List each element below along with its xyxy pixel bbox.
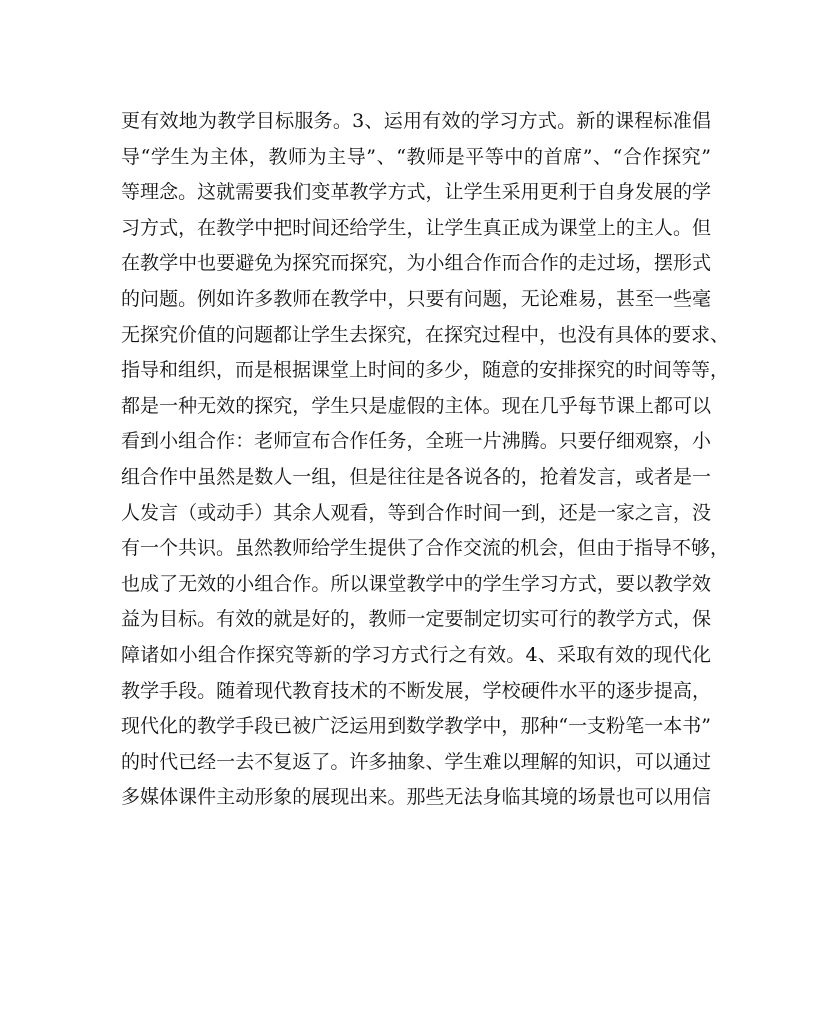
text-line-19: 的时代已经一去不复返了。许多抽象、学生难以理解的知识，可以通过 [121, 750, 711, 773]
text-line-8: 指导和组织，而是根据课堂上时间的多少，随意的安排探究的时间等等， [121, 359, 730, 382]
text-line-17: 教学手段。随着现代教育技术的不断发展，学校硬件水平的逐步提高， [121, 679, 711, 702]
text-line-1: 更有效地为教学目标服务。3、运用有效的学习方式。新的课程标准倡 [121, 110, 711, 132]
text-line-15: 益为目标。有效的就是好的，教师一定要制定切实可行的教学方式，保 [121, 608, 711, 631]
text-line-20: 多媒体课件主动形象的展现出来。那些无法身临其境的场景也可以用信 [121, 786, 711, 809]
text-line-3: 等理念。这就需要我们变革教学方式，让学生采用更利于自身发展的学 [121, 181, 711, 204]
text-line-16: 障诸如小组合作探究等新的学习方式行之有效。4、采取有效的现代化 [121, 643, 711, 666]
body-text [121, 104, 730, 816]
text-line-10: 看到小组合作：老师宣布合作任务，全班一片沸腾。只要仔细观察，小 [121, 430, 711, 453]
text-line-5: 在教学中也要避免为探究而探究，为小组合作而合作的走过场，摆形式 [121, 252, 711, 275]
text-line-2: 导“学生为主体，教师为主导”、“教师是平等中的首席”、“合作探究” [121, 145, 711, 168]
text-line-18: 现代化的教学手段已被广泛运用到数学教学中，那种“一支粉笔一本书” [121, 715, 711, 738]
text-line-9: 都是一种无效的探究，学生只是虚假的主体。现在几乎每节课上都可以 [121, 394, 711, 417]
text-line-13: 有一个共识。虽然教师给学生提供了合作交流的机会，但由于指导不够， [121, 537, 730, 560]
text-line-4: 习方式，在教学中把时间还给学生，让学生真正成为课堂上的主人。但 [121, 216, 711, 239]
text-line-11: 组合作中虽然是数人一组，但是往往是各说各的，抢着发言，或者是一 [121, 465, 711, 488]
text-line-6: 的问题。例如许多教师在教学中，只要有问题，无论难易，甚至一些毫 [121, 287, 711, 310]
text-line-14: 也成了无效的小组合作。所以课堂教学中的学生学习方式，要以教学效 [121, 572, 711, 595]
text-line-12: 人发言（或动手）其余人观看，等到合作时间一到，还是一家之言，没 [121, 501, 711, 524]
text-line-7: 无探究价值的问题都让学生去探究，在探究过程中，也没有具体的要求、 [121, 323, 730, 346]
